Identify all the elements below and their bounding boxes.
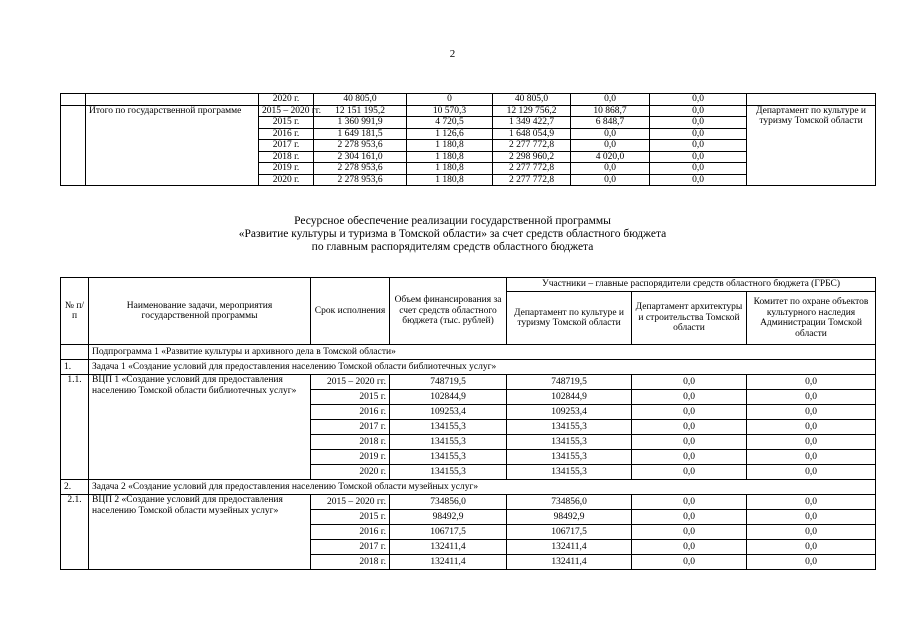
year-cell: 2015 г.: [311, 390, 390, 405]
year-cell: 2015 – 2020 гг.: [311, 375, 390, 390]
value-cell: 0,0: [747, 540, 876, 555]
value-cell: 10 570,3: [407, 105, 493, 117]
year-cell: 2017 г.: [259, 140, 314, 152]
section-title: [0, 215, 905, 254]
value-cell: 2 277 772,8: [493, 174, 571, 186]
value-cell: 0,0: [747, 435, 876, 450]
value-cell: 0,0: [747, 510, 876, 525]
value-cell: 1 648 054,9: [493, 128, 571, 140]
value-cell: 109253,4: [390, 405, 507, 420]
year-cell: 2018 г.: [311, 555, 390, 570]
value-cell: 134155,3: [507, 450, 632, 465]
year-cell: 2015 г.: [311, 510, 390, 525]
value-cell: 132411,4: [507, 555, 632, 570]
value-cell: 134155,3: [507, 435, 632, 450]
value-cell: 98492,9: [390, 510, 507, 525]
page-number: 2: [449, 48, 456, 60]
value-cell: 109253,4: [507, 405, 632, 420]
activity-name: ВЦП 2 «Создание условий для предоставления населению Томской области музейных услуг»: [89, 495, 311, 570]
year-cell: 2017 г.: [311, 540, 390, 555]
value-cell: 0: [407, 94, 493, 106]
value-cell: 2 298 960,2: [493, 151, 571, 163]
value-cell: 98492,9: [507, 510, 632, 525]
value-cell: 0,0: [632, 465, 747, 480]
year-cell: 2020 г.: [311, 465, 390, 480]
total-label: Итого по государственной программе: [86, 105, 259, 186]
value-cell: 12 129 756,2: [493, 105, 571, 117]
year-cell: 2016 г.: [311, 405, 390, 420]
value-cell: 0,0: [571, 163, 650, 175]
value-cell: 0,0: [650, 151, 747, 163]
value-cell: 0,0: [747, 375, 876, 390]
value-cell: 0,0: [747, 405, 876, 420]
value-cell: 0,0: [632, 540, 747, 555]
value-cell: 0,0: [747, 420, 876, 435]
header-dept-heritage: Комитет по охране объектов культурного наследия Администрации Томской области: [747, 292, 876, 345]
value-cell: 0,0: [650, 128, 747, 140]
value-cell: 0,0: [650, 105, 747, 117]
value-cell: 734856,0: [507, 495, 632, 510]
task-row: [61, 360, 876, 375]
table-row: [61, 375, 876, 390]
value-cell: 40 805,0: [314, 94, 407, 106]
value-cell: 0,0: [632, 435, 747, 450]
header-participants: Участники – главные распорядители средств областного бюджета (ГРБС): [507, 278, 876, 292]
value-cell: 0,0: [747, 465, 876, 480]
value-cell: 748719,5: [507, 375, 632, 390]
value-cell: 132411,4: [390, 555, 507, 570]
activity-name: ВЦП 1 «Создание условий для предоставления населению Томской области библиотечных услуг»: [89, 375, 311, 480]
value-cell: 0,0: [747, 390, 876, 405]
value-cell: 2 304 161,0: [314, 151, 407, 163]
value-cell: 134155,3: [507, 420, 632, 435]
value-cell: 0,0: [571, 128, 650, 140]
value-cell: 102844,9: [390, 390, 507, 405]
value-cell: 134155,3: [390, 465, 507, 480]
year-cell: 2017 г.: [311, 420, 390, 435]
department-cell: Департамент по культуре и туризму Томской области: [747, 105, 876, 186]
header-num: № п/п: [61, 278, 89, 345]
value-cell: 0,0: [571, 94, 650, 106]
value-cell: 0,0: [632, 375, 747, 390]
header-row: [61, 278, 876, 292]
value-cell: 1 360 991,9: [314, 117, 407, 129]
value-cell: 0,0: [632, 405, 747, 420]
value-cell: 1 180,8: [407, 140, 493, 152]
header-volume: Объем финансирования за счет средств областного бюджета (тыс. рублей): [390, 278, 507, 345]
value-cell: 132411,4: [507, 540, 632, 555]
value-cell: 0,0: [632, 450, 747, 465]
value-cell: 0,0: [650, 94, 747, 106]
task-num: 2.: [61, 480, 89, 495]
task-row: [61, 480, 876, 495]
value-cell: 1 126,6: [407, 128, 493, 140]
value-cell: 4 720,5: [407, 117, 493, 129]
year-cell: 2015 г.: [259, 117, 314, 129]
header-dept-architecture: Департамент архитектуры и строительства Томской области: [632, 292, 747, 345]
row-num: 2.1.: [61, 495, 89, 570]
header-term: Срок исполнения: [311, 278, 390, 345]
value-cell: 1 180,8: [407, 163, 493, 175]
year-cell: 2019 г.: [311, 450, 390, 465]
value-cell: 134155,3: [390, 435, 507, 450]
value-cell: 2 278 953,6: [314, 174, 407, 186]
title-line-2: «Развитие культуры и туризма в Томской области» за счет средств областного бюджета: [238, 228, 667, 240]
year-cell: 2019 г.: [259, 163, 314, 175]
year-cell: 2020 г.: [259, 94, 314, 106]
value-cell: 6 848,7: [571, 117, 650, 129]
year-cell: 2015 – 2020 гг.: [311, 495, 390, 510]
value-cell: 0,0: [571, 174, 650, 186]
year-cell: 2016 г.: [311, 525, 390, 540]
value-cell: 106717,5: [507, 525, 632, 540]
value-cell: 40 805,0: [493, 94, 571, 106]
value-cell: 1 180,8: [407, 174, 493, 186]
year-cell: 2018 г.: [311, 435, 390, 450]
value-cell: 2 277 772,8: [493, 140, 571, 152]
value-cell: 0,0: [632, 510, 747, 525]
value-cell: 1 180,8: [407, 151, 493, 163]
task-label: Задача 2 «Создание условий для предоставления населению Томской области музейных услуг»: [89, 480, 876, 495]
value-cell: 0,0: [747, 495, 876, 510]
value-cell: 106717,5: [390, 525, 507, 540]
value-cell: 0,0: [632, 390, 747, 405]
value-cell: 0,0: [650, 140, 747, 152]
title-line-3: по главным распорядителям средств областного бюджета: [311, 241, 594, 253]
value-cell: 748719,5: [390, 375, 507, 390]
value-cell: 2 278 953,6: [314, 163, 407, 175]
value-cell: 0,0: [632, 420, 747, 435]
value-cell: 0,0: [632, 495, 747, 510]
task-label: Задача 1 «Создание условий для предоставления населению Томской области библиотечных услуг»: [89, 360, 876, 375]
value-cell: 4 020,0: [571, 151, 650, 163]
value-cell: 0,0: [632, 555, 747, 570]
title-line-1: Ресурсное обеспечение реализации государственной программы: [294, 215, 611, 227]
year-cell: 2016 г.: [259, 128, 314, 140]
resource-table: [60, 277, 876, 570]
value-cell: 0,0: [747, 525, 876, 540]
value-cell: 0,0: [650, 117, 747, 129]
value-cell: 10 868,7: [571, 105, 650, 117]
value-cell: 0,0: [650, 174, 747, 186]
value-cell: 102844,9: [507, 390, 632, 405]
row-num: 1.1.: [61, 375, 89, 480]
value-cell: 0,0: [571, 140, 650, 152]
subprogram-label: Подпрограмма 1 «Развитие культуры и архивного дела в Томской области»: [89, 345, 876, 360]
value-cell: 1 649 181,5: [314, 128, 407, 140]
value-cell: 0,0: [747, 555, 876, 570]
value-cell: 1 349 422,7: [493, 117, 571, 129]
value-cell: 0,0: [747, 450, 876, 465]
table-row: [61, 495, 876, 510]
value-cell: 134155,3: [507, 465, 632, 480]
value-cell: 12 151 195,2: [314, 105, 407, 117]
value-cell: 0,0: [650, 163, 747, 175]
year-cell: 2015 – 2020 гг.: [259, 105, 314, 117]
summary-table: [60, 93, 876, 186]
value-cell: 734856,0: [390, 495, 507, 510]
header-dept-culture: Департамент по культуре и туризму Томской области: [507, 292, 632, 345]
header-name: Наименование задачи, мероприятия государственной программы: [89, 278, 311, 345]
subprogram-row: [61, 345, 876, 360]
value-cell: 2 278 953,6: [314, 140, 407, 152]
value-cell: 2 277 772,8: [493, 163, 571, 175]
value-cell: 0,0: [632, 525, 747, 540]
year-cell: 2020 г.: [259, 174, 314, 186]
task-num: 1.: [61, 360, 89, 375]
value-cell: 134155,3: [390, 450, 507, 465]
year-cell: 2018 г.: [259, 151, 314, 163]
table-row: [61, 94, 876, 106]
value-cell: 132411,4: [390, 540, 507, 555]
value-cell: 134155,3: [390, 420, 507, 435]
table-row: [61, 105, 876, 117]
